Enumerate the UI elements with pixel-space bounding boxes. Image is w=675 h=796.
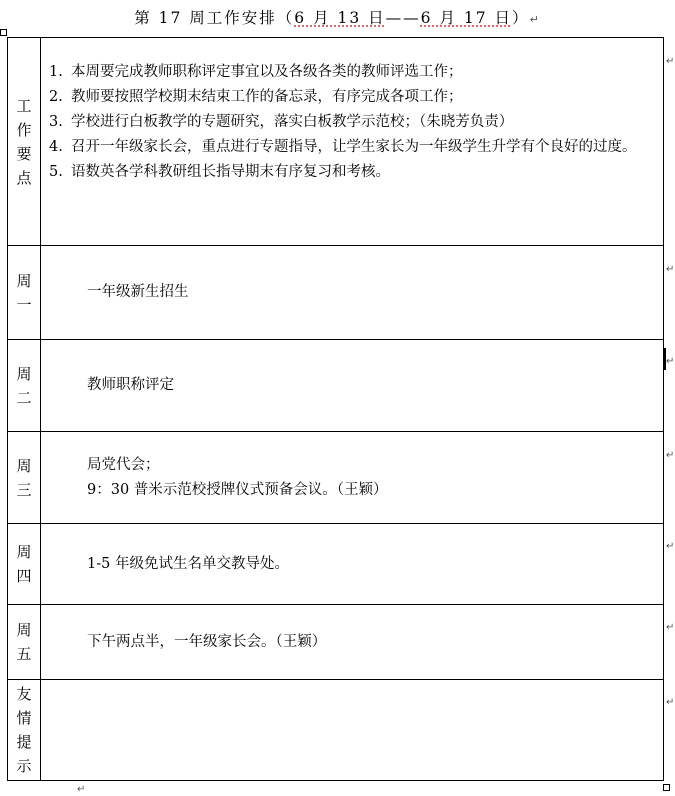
paragraph-mark-icon: ↵	[529, 13, 541, 26]
row-end-mark-icon: ↵	[666, 697, 675, 708]
title-prefix: 第 17 周工作安排（	[134, 9, 295, 27]
title-suffix: ）	[512, 9, 530, 27]
table-row	[8, 524, 664, 605]
focus-item: 1. 本周要完成教师职称评定事宜以及各级各类的教师评选工作；	[49, 64, 463, 80]
table-move-handle-icon[interactable]	[0, 29, 7, 36]
day-label: 周 二	[8, 340, 41, 432]
paragraph-mark-icon: ↵	[77, 784, 86, 795]
table-row	[8, 38, 664, 246]
focus-item: 3. 学校进行白板教学的专题研究，落实白板教学示范校；（朱晓芳负责）	[49, 114, 514, 130]
row-end-mark-icon: ↵	[666, 264, 675, 275]
row-end-mark-icon: ↵	[666, 541, 675, 552]
focus-item: 4. 召开一年级家长会，重点进行专题指导，让学生家长为一年级学生升学有个良好的过度。	[49, 139, 637, 155]
focus-item: 5. 语数英各学科教研组长指导期末有序复习和考核。	[49, 164, 390, 180]
page-title	[0, 6, 675, 28]
table-row	[8, 605, 664, 680]
day-content[interactable]: 下午两点半，一年级家长会。（王颖）	[41, 605, 664, 680]
focus-item: 2. 教师要按照学校期末结束工作的备忘录，有序完成各项工作；	[49, 89, 463, 105]
day-content[interactable]: 一年级新生招生	[41, 246, 664, 340]
schedule-table	[7, 37, 664, 781]
row-end-mark-icon: ↵	[666, 56, 675, 67]
table-resize-handle-icon[interactable]	[663, 784, 670, 791]
title-dash: ——	[385, 9, 421, 27]
day-content[interactable]: 局党代会； 9：30 普米示范校授牌仪式预备会议。（王颖）	[41, 432, 664, 524]
table-row	[8, 246, 664, 340]
row-end-mark-icon: ↵	[666, 356, 675, 367]
focus-label: 工 作 要 点	[8, 38, 41, 246]
tips-label: 友 情 提 示	[8, 680, 41, 781]
title-range-start: 6 月 13 日	[294, 9, 386, 27]
day-label: 周 三	[8, 432, 41, 524]
row-end-mark-icon: ↵	[666, 622, 675, 633]
day-content[interactable]: 1-5 年级免试生名单交教导处。	[41, 524, 664, 605]
row-end-mark-icon: ↵	[666, 450, 675, 461]
title-range-end: 6 月 17 日	[420, 9, 513, 27]
day-label: 周 一	[8, 246, 41, 340]
table-row	[8, 680, 664, 781]
tips-content[interactable]	[41, 680, 664, 781]
focus-content[interactable]	[41, 38, 664, 246]
day-content[interactable]: 教师职称评定	[41, 340, 664, 432]
text-cursor	[664, 348, 666, 370]
day-label: 周 五	[8, 605, 41, 680]
table-row	[8, 340, 664, 432]
table-row	[8, 432, 664, 524]
day-label: 周 四	[8, 524, 41, 605]
